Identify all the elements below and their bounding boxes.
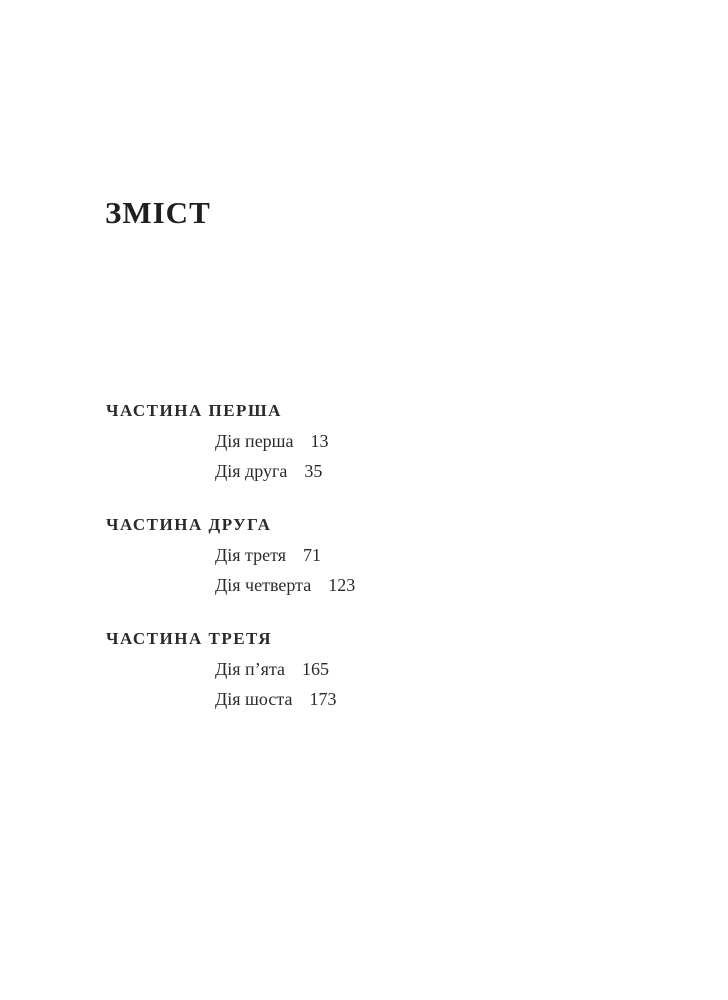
table-of-contents xyxy=(106,396,526,738)
entry-label: Дія шоста xyxy=(215,689,293,709)
entry-page-number: 13 xyxy=(310,431,329,451)
toc-entry xyxy=(106,456,526,486)
entry-label: Дія друга xyxy=(215,461,288,481)
entry-label: Дія п’ята xyxy=(215,659,286,679)
toc-section-part-one xyxy=(106,396,526,486)
entry-page-number: 71 xyxy=(303,545,322,565)
toc-section-part-three xyxy=(106,624,526,714)
toc-entry xyxy=(106,684,526,714)
entry-page-number: 173 xyxy=(309,689,337,709)
entry-label: Дія перша xyxy=(215,431,294,451)
entry-label: Дія четверта xyxy=(215,575,312,595)
section-heading: ЧАСТИНА ПЕРША xyxy=(106,401,282,420)
section-heading: ЧАСТИНА ТРЕТЯ xyxy=(106,629,273,648)
entry-page-number: 123 xyxy=(328,575,356,595)
entry-page-number: 35 xyxy=(304,461,323,481)
toc-entry xyxy=(106,654,526,684)
page-title: ЗМІСТ xyxy=(105,194,211,230)
toc-section-part-two xyxy=(106,510,526,600)
toc-entry xyxy=(106,570,526,600)
toc-entry xyxy=(106,540,526,570)
section-heading: ЧАСТИНА ДРУГА xyxy=(106,515,272,534)
entry-label: Дія третя xyxy=(215,545,287,565)
entry-page-number: 165 xyxy=(302,659,330,679)
toc-entry xyxy=(106,426,526,456)
